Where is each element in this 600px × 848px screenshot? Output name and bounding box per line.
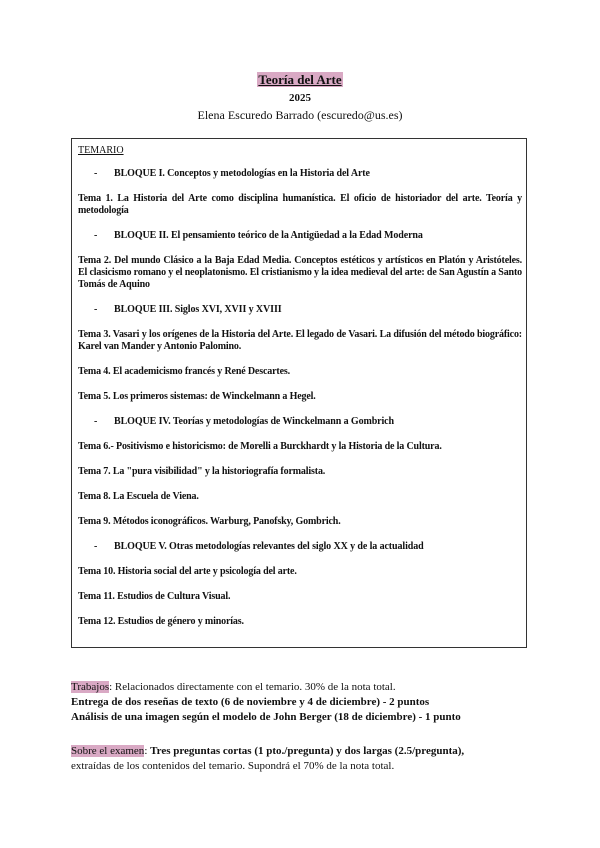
trabajos-section bbox=[71, 680, 531, 725]
list-dash: - bbox=[94, 541, 98, 552]
examen-colon: : bbox=[144, 745, 151, 757]
temario-tema: Tema 1. La Historia del Arte como disciplina humanística. El oficio de historiador del arte. Teoría y metodología bbox=[78, 193, 522, 216]
examen-bold-text: Tres preguntas cortas (1 pto./pregunta) y dos largas (2.5/pregunta), bbox=[150, 745, 465, 757]
temario-heading: TEMARIO bbox=[78, 145, 124, 156]
author-line: Elena Escuredo Barrado (escuredo@us.es) bbox=[197, 108, 403, 122]
trabajos-desc: : Relacionados directamente con el temario. 30% de la nota total. bbox=[109, 681, 396, 693]
temario-tema: Tema 8. La Escuela de Viena. bbox=[78, 491, 199, 502]
trabajos-label: Trabajos bbox=[71, 681, 110, 693]
temario-tema: Tema 12. Estudios de género y minorías. bbox=[78, 616, 244, 627]
block-title: BLOQUE I. Conceptos y metodologías en la Historia del Arte bbox=[114, 168, 370, 179]
list-dash: - bbox=[94, 168, 98, 179]
temario-list bbox=[78, 168, 522, 628]
temario-tema: Tema 3. Vasari y los orígenes de la Historia del Arte. El legado de Vasari. La difusión del método biográfico: Karel van Mander y Antonio Palomino. bbox=[78, 329, 522, 352]
trabajos-line-1: Entrega de dos reseñas de texto (6 de noviembre y 4 de diciembre) - 2 puntos bbox=[71, 696, 430, 708]
temario-block bbox=[78, 304, 522, 315]
temario-tema: Tema 11. Estudios de Cultura Visual. bbox=[78, 591, 231, 602]
list-dash: - bbox=[94, 416, 98, 427]
block-title: BLOQUE V. Otras metodologías relevantes del siglo XX y de la actualidad bbox=[114, 541, 424, 552]
course-title: Teoría del Arte bbox=[258, 72, 342, 87]
temario-tema: Tema 5. Los primeros sistemas: de Winckelmann a Hegel. bbox=[78, 391, 316, 402]
list-dash: - bbox=[94, 304, 98, 315]
temario-tema: Tema 4. El academicismo francés y René Descartes. bbox=[78, 366, 290, 377]
course-year: 2025 bbox=[289, 92, 311, 104]
trabajos-line-2: Análisis de una imagen según el modelo de John Berger (18 de diciembre) - 1 punto bbox=[71, 711, 461, 723]
temario-box bbox=[71, 138, 527, 648]
temario-tema: Tema 7. La "pura visibilidad" y la historiografía formalista. bbox=[78, 466, 326, 477]
temario-tema: Tema 6.- Positivismo e historicismo: de Morelli a Burckhardt y la Historia de la Cultura. bbox=[78, 441, 442, 452]
temario-tema: Tema 9. Métodos iconográficos. Warburg, Panofsky, Gombrich. bbox=[78, 516, 341, 527]
temario-tema: Tema 10. Historia social del arte y psicología del arte. bbox=[78, 566, 297, 577]
block-title: BLOQUE III. Siglos XVI, XVII y XVIII bbox=[114, 304, 282, 315]
list-dash: - bbox=[94, 230, 98, 241]
examen-rest-text: extraídas de los contenidos del temario. Supondrá el 70% de la nota total. bbox=[71, 760, 395, 772]
temario-block bbox=[78, 230, 522, 241]
block-title: BLOQUE IV. Teorías y metodologías de Winckelmann a Gombrich bbox=[114, 416, 394, 427]
examen-section bbox=[71, 744, 527, 774]
temario-block bbox=[78, 416, 522, 427]
block-title: BLOQUE II. El pensamiento teórico de la Antigüedad a la Edad Moderna bbox=[114, 230, 423, 241]
temario-block bbox=[78, 168, 522, 179]
examen-label: Sobre el examen bbox=[71, 745, 145, 757]
temario-block bbox=[78, 541, 522, 552]
temario-tema: Tema 2. Del mundo Clásico a la Baja Edad Media. Conceptos estéticos y artísticos en Platón y Aristóteles. El clasicismo romano y el neoplatonismo. El cristianismo y la idea medieval del arte: de San Agustín a Santo Tomás de Aquino bbox=[78, 255, 522, 290]
